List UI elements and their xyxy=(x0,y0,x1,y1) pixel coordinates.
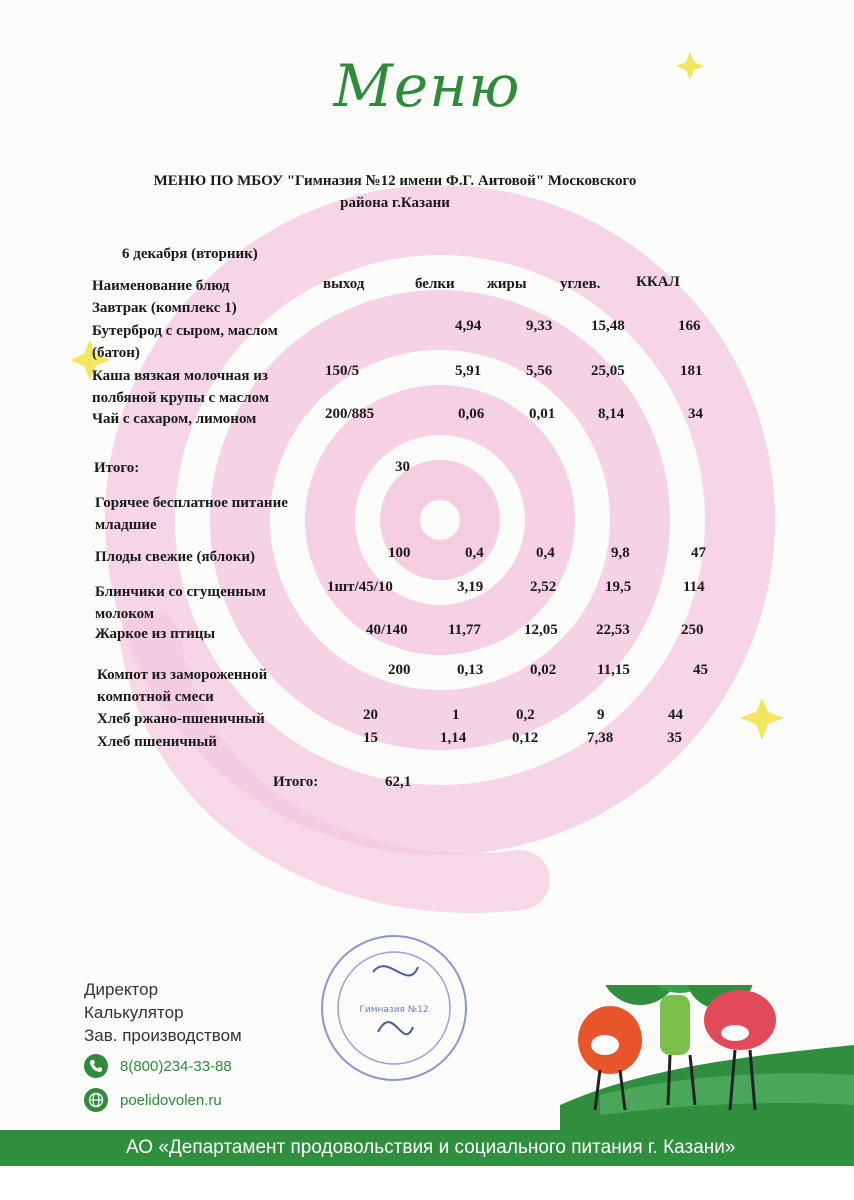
dish-kcal: 181 xyxy=(680,363,703,379)
page-title: Меню xyxy=(333,52,521,120)
calculator-label: Калькулятор xyxy=(84,1003,184,1022)
dish-protein: 0,13 xyxy=(457,662,484,678)
section-breakfast: Завтрак (комплекс 1) xyxy=(92,300,237,316)
dish-fat: 9,33 xyxy=(526,318,553,334)
col-kcal: ККАЛ xyxy=(636,274,680,290)
dish-kcal: 47 xyxy=(691,545,706,561)
col-protein: белки xyxy=(415,276,455,292)
production-label: Зав. производством xyxy=(84,1026,242,1045)
total-value: 62,1 xyxy=(385,774,412,790)
dish-output: 100 xyxy=(388,545,411,561)
dish-fat: 0,01 xyxy=(529,406,556,422)
dish-name: Блинчики со сгущенным молоком xyxy=(95,584,266,622)
col-carbs: углев. xyxy=(560,276,601,292)
dish-fat: 0,02 xyxy=(530,662,557,678)
dish-output: 20 xyxy=(363,707,378,723)
dish-output: 150/5 xyxy=(325,363,360,379)
dish-fat: 5,56 xyxy=(526,363,553,379)
dish-protein: 0,4 xyxy=(465,545,484,561)
dish-output: 15 xyxy=(363,730,378,746)
dish-carbs: 22,53 xyxy=(596,622,630,638)
company-banner xyxy=(0,1130,854,1166)
dish-fat: 2,52 xyxy=(530,579,557,595)
dish-name: Каша вязкая молочная из полбяной крупы с маслом xyxy=(92,368,270,406)
dish-carbs: 25,05 xyxy=(591,363,625,379)
total-value: 30 xyxy=(395,459,410,475)
dish-protein: 5,91 xyxy=(455,363,482,379)
section-hot-meal: Горячее бесплатное питание младшие xyxy=(95,495,288,533)
dish-kcal: 166 xyxy=(678,318,701,334)
col-fat: жиры xyxy=(487,276,527,292)
dish-name: Хлеб пшеничный xyxy=(97,734,217,750)
col-output: выход xyxy=(323,276,365,292)
dish-carbs: 8,14 xyxy=(598,406,625,422)
dish-protein: 0,06 xyxy=(458,406,485,422)
svg-text:Гимназия №12: Гимназия №12 xyxy=(359,1005,429,1015)
dish-kcal: 250 xyxy=(681,622,704,638)
dish-output: 40/140 xyxy=(366,622,408,638)
dish-fat: 0,4 xyxy=(536,545,555,561)
dish-kcal: 44 xyxy=(668,707,683,723)
heading-line2: района г.Казани xyxy=(340,195,450,211)
dish-carbs: 9,8 xyxy=(611,545,630,561)
dish-carbs: 11,15 xyxy=(597,662,630,678)
dish-fat: 12,05 xyxy=(524,622,558,638)
phone-number: 8(800)234-33-88 xyxy=(120,1057,232,1075)
menu-date: 6 декабря (вторник) xyxy=(122,246,258,262)
dish-name: Компот из замороженной компотной смеси xyxy=(97,667,268,705)
dish-fat: 0,12 xyxy=(512,730,539,746)
dish-output: 200 xyxy=(388,662,411,678)
total-label: Итого: xyxy=(273,774,319,790)
dish-protein: 4,94 xyxy=(455,318,482,334)
dish-fat: 0,2 xyxy=(516,707,535,723)
sparkle-icon xyxy=(740,698,784,740)
dish-name: Бутерброд с сыром, маслом (батон) xyxy=(92,323,278,361)
dish-name: Жаркое из птицы xyxy=(95,626,216,642)
dish-kcal: 35 xyxy=(667,730,682,746)
dish-name: Хлеб ржано-пшеничный xyxy=(97,711,265,727)
heading-line1: МЕНЮ ПО МБОУ "Гимназия №12 имени Ф.Г. Аитовой" Московского xyxy=(153,173,637,189)
dish-carbs: 7,38 xyxy=(587,730,614,746)
dish-protein: 3,19 xyxy=(457,579,484,595)
dish-carbs: 9 xyxy=(597,707,605,723)
company-name: АО «Департамент продовольствия и социального питания г. Казани» xyxy=(126,1137,736,1158)
total-label: Итого: xyxy=(94,460,140,476)
website-url: poelidovolen.ru xyxy=(120,1091,222,1109)
dish-kcal: 34 xyxy=(688,406,703,422)
page-bottom-margin xyxy=(0,1166,854,1200)
dish-protein: 1 xyxy=(452,707,460,723)
col-name: Наименование блюд xyxy=(92,278,230,294)
dish-output: 200/885 xyxy=(325,406,375,422)
dish-protein: 1,14 xyxy=(440,730,467,746)
director-label: Директор xyxy=(84,980,159,999)
dish-kcal: 45 xyxy=(693,662,708,678)
dish-carbs: 19,5 xyxy=(605,579,632,595)
dish-name: Чай с сахаром, лимоном xyxy=(92,411,257,427)
dish-carbs: 15,48 xyxy=(591,318,625,334)
dish-kcal: 114 xyxy=(683,579,705,595)
dish-protein: 11,77 xyxy=(448,622,481,638)
dish-name: Плоды свежие (яблоки) xyxy=(95,549,255,565)
dish-output: 1шт/45/10 xyxy=(327,579,393,595)
